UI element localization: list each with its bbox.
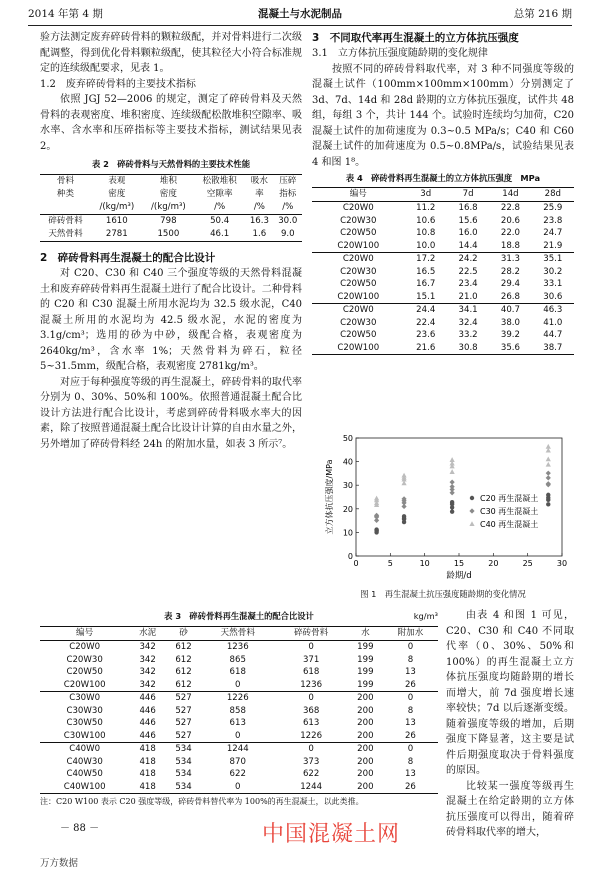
figure-1-scatter-chart <box>312 428 574 586</box>
x-tick-label: 25 <box>522 559 533 568</box>
table-row <box>40 666 438 679</box>
table-row <box>312 278 574 291</box>
table-cell: 527 <box>175 730 192 741</box>
section-2-heading: 2 碎砖骨料再生混凝土的配合比设计 <box>40 251 216 264</box>
data-point <box>450 480 455 485</box>
table-row <box>312 266 574 279</box>
table-cell: C20W50 <box>340 228 377 239</box>
table-cell: 38.7 <box>543 342 563 353</box>
column-header: 天然骨料 <box>220 628 255 638</box>
paragraph: 按照不同的碎砖骨料取代率，对 3 种不同强度等级的混凝土试件（100mm×100mm×100mm）分别测定了 3d、7d、14d 和 28d 龄期的立方体抗压强度，试件共 48 组，每组 3 个，共计 144 个。试验时连续均匀加荷，C20 混凝土试件的加荷速度为 0.3~0.5 MPa/s；C40 和 C60 混凝土试件的加荷速度为 0.5~0.8MPa/s，试验结果见表 4 和图 1⁸。 <box>312 63 574 168</box>
table-cell: 28.2 <box>500 266 520 277</box>
table-row <box>40 641 438 654</box>
table-cell: 16.5 <box>416 266 436 277</box>
x-tick-label: 0 <box>353 559 359 568</box>
table-cell: 35.6 <box>500 342 520 353</box>
table-cell: C20W30 <box>340 215 377 226</box>
table-row <box>312 240 574 253</box>
table-cell: 24.2 <box>447 253 489 266</box>
y-tick-label: 50 <box>342 434 353 443</box>
data-point <box>450 490 455 495</box>
table-cell: 368 <box>302 705 320 716</box>
table-cell: C40W0 <box>40 743 129 756</box>
table-cell: 0 <box>274 692 347 705</box>
table-cell: C30W0 <box>40 692 129 705</box>
table-3-block <box>40 610 438 808</box>
legend-marker <box>469 521 474 526</box>
x-tick-label: 20 <box>488 559 499 568</box>
table-cell: 20.6 <box>500 215 520 226</box>
table-row <box>40 679 438 692</box>
table-row <box>40 730 438 743</box>
table-cell: 21.9 <box>543 240 563 251</box>
table-row <box>40 756 438 769</box>
table-cell: 612 <box>175 679 192 690</box>
table-cell: 1244 <box>300 781 323 792</box>
section-3-heading: 3 不同取代率再生混凝土的立方体抗压强度 <box>312 32 519 44</box>
table-cell: 527 <box>166 692 201 705</box>
table-cell: 32.4 <box>458 317 478 328</box>
table-cell: C20W0 <box>312 202 405 215</box>
table-cell: 527 <box>175 705 192 716</box>
data-point <box>546 475 551 480</box>
table-cell: 16.7 <box>416 279 436 290</box>
table-cell: 373 <box>302 756 320 767</box>
table-cell: C20W30 <box>340 266 377 277</box>
table-cell: 30.8 <box>458 342 478 353</box>
section-1-2-heading: 1.2 废弃碎砖骨料的主要技术指标 <box>40 78 196 90</box>
table-cell: 534 <box>175 769 192 779</box>
column-header: 附加水 <box>397 628 424 638</box>
table-cell: 858 <box>229 705 246 716</box>
table-row: 碎砖骨料 1610 798 50.4 16.3 30.0 <box>40 214 302 228</box>
column-header: 编号 <box>349 189 367 200</box>
left-column <box>40 30 302 452</box>
data-point <box>546 496 550 500</box>
table-cell: C20W50 <box>340 330 377 341</box>
right-column-continued <box>446 608 574 841</box>
table-cell: 0 <box>383 743 438 756</box>
data-point <box>450 502 454 506</box>
legend-marker <box>470 496 474 500</box>
table-cell: 1236 <box>201 641 274 654</box>
table-cell: 33.1 <box>543 279 563 290</box>
table-cell: 26 <box>404 730 416 741</box>
table-cell: 418 <box>129 743 166 756</box>
table-cell: 200 <box>357 756 374 767</box>
table-cell: C30W30 <box>66 705 103 716</box>
table-row <box>312 291 574 304</box>
table-cell: 200 <box>357 705 374 716</box>
table-cell: 26.8 <box>500 291 520 302</box>
y-tick-label: 10 <box>342 528 353 538</box>
table-cell: C20W100 <box>337 240 380 251</box>
table-cell: 342 <box>139 667 156 677</box>
table-cell: C20W100 <box>337 342 380 353</box>
column-header: 28d <box>544 189 561 200</box>
data-point <box>546 456 551 461</box>
column-header: 编号 <box>76 628 94 638</box>
table-cell: C20W30 <box>340 317 377 328</box>
table-cell: C40W30 <box>66 756 103 767</box>
legend-label: C20 再生混凝土 <box>480 494 539 503</box>
table-cell: 0 <box>235 679 241 690</box>
table-cell: C20W30 <box>66 654 103 665</box>
page-number: － 88 － <box>60 823 100 834</box>
table-row <box>40 717 438 730</box>
table-cell: 22.5 <box>458 266 478 277</box>
paragraph: 对 C20、C30 和 C40 三个强度等级的天然骨料混凝土和废弃碎砖骨料再生混凝土进行了配合比设计。二种骨料的 C20 和 C30 混凝土所用水泥均为 32.5 级水泥，C40 混凝土所用的水泥均为 42.5 级水泥，水泥的密度为 3.1g/cm³；选用的砂为中砂，级配合格，表观密度为 2640kg/m³，含水率 1%；天然骨料为碎石，粒径 5~31.5mm，级配合格，表观密度 2781kg/m³。 <box>40 268 302 373</box>
table-cell: 612 <box>166 641 201 654</box>
table-cell: 1226 <box>300 730 323 741</box>
table-cell: 1226 <box>201 692 274 705</box>
data-point <box>546 502 550 506</box>
right-column <box>312 30 574 355</box>
table-cell: 870 <box>229 756 246 767</box>
data-point <box>450 469 455 474</box>
table-row <box>40 654 438 667</box>
header-rule <box>28 25 572 26</box>
table-cell: 200 <box>357 718 374 728</box>
table-cell: 18.8 <box>500 240 520 251</box>
table-cell: 46.3 <box>532 304 574 317</box>
table-cell: 342 <box>139 679 156 690</box>
data-point <box>401 504 406 509</box>
table-cell: 612 <box>175 654 192 665</box>
table-cell: 14.4 <box>458 240 478 251</box>
table-cell: 24.4 <box>405 304 447 317</box>
table-cell: 0 <box>383 692 438 705</box>
table-cell: 534 <box>175 781 192 792</box>
table-cell: 40.7 <box>489 304 531 317</box>
table-cell: C20W100 <box>63 679 106 690</box>
table-cell: 342 <box>139 654 156 665</box>
column-header: 砂 <box>179 628 188 638</box>
table-cell: 41.0 <box>543 317 563 328</box>
table-cell: 38.0 <box>500 317 520 328</box>
table-row <box>312 342 574 355</box>
x-tick-label: 5 <box>387 559 393 568</box>
total-issue-label: 总第 216 期 <box>513 8 572 20</box>
table-cell: 446 <box>129 692 166 705</box>
table-cell: C20W100 <box>337 291 380 302</box>
table-cell: 200 <box>348 692 383 705</box>
table-2: 骨料 表观 堆积 松散堆积 吸水 压碎 种类 密度 密度 空隙率 率 指标 /(kg/m³) /(kg/m³) /% /% /% 碎砖骨料 1610 798 50.4 16.3 30.0 天然骨料 2781 1500 46.1 1.6 9.0 <box>40 174 302 242</box>
table-cell: 23.8 <box>543 215 563 226</box>
column-header: 碎砖骨料 <box>293 628 329 638</box>
data-point <box>374 530 378 534</box>
table-cell: 10.0 <box>416 240 436 251</box>
table-row <box>40 743 438 756</box>
table-cell: 534 <box>175 756 192 767</box>
table-cell: 13 <box>404 769 416 779</box>
table-row: 天然骨料 2781 1500 46.1 1.6 9.0 <box>48 228 295 239</box>
table-cell: C40W100 <box>63 781 106 792</box>
y-tick-label: 20 <box>342 504 353 514</box>
figure-1-caption: 图 1 再生混凝土抗压强度随龄期的变化情况 <box>360 589 526 599</box>
table-cell: 26 <box>404 679 416 690</box>
table-cell: C20W50 <box>66 667 103 677</box>
table-cell: 15.6 <box>458 215 478 226</box>
table-cell: 24.7 <box>543 228 563 239</box>
table-row <box>40 692 438 705</box>
table-4-caption: 表 4 碎砖骨料再生混凝土的立方体抗压强度 MPa <box>345 173 541 184</box>
paragraph: 对应于每种强度等级的再生混凝土，碎砖骨料的取代率分别为 0、30%、50%和 100%。依照普通混凝土配合比设计方法进行配合比设计，考虑到碎砖骨料吸水率大的因素，除了按照普通混凝土配合比设计计算的自由水量之外，另外增加了碎砖骨料经 24h 的附加水量，如表 3 所示⁷。 <box>40 376 302 450</box>
table-cell: 8 <box>407 705 414 716</box>
x-tick-label: 15 <box>453 559 465 568</box>
table-cell: 39.2 <box>500 330 520 341</box>
table-cell: 527 <box>175 718 192 728</box>
table-row <box>312 227 574 240</box>
table-3-caption: 表 3 碎砖骨料再生混凝土的配合比设计 <box>164 611 314 621</box>
table-cell: 622 <box>229 769 246 779</box>
table-cell: 618 <box>302 667 320 677</box>
table-cell: C20W50 <box>340 279 377 290</box>
data-point <box>546 481 551 486</box>
section-3-1-heading: 3.1 立方体抗压强度随龄期的变化规律 <box>312 48 488 60</box>
table-cell: C30W50 <box>66 718 103 728</box>
table-cell: 11.2 <box>405 202 447 215</box>
table-cell: 25.9 <box>532 202 574 215</box>
source-label: 万方数据 <box>40 858 79 869</box>
data-point <box>546 471 551 476</box>
table-cell: 613 <box>302 718 320 728</box>
table-cell: C40W50 <box>66 769 103 779</box>
table-row <box>312 304 574 317</box>
table-cell: 418 <box>139 756 156 767</box>
table-cell: 200 <box>348 743 383 756</box>
table-cell: 17.2 <box>405 253 447 266</box>
table-cell: 0 <box>274 641 347 654</box>
table-cell: 534 <box>166 743 201 756</box>
x-tick-label: 30 <box>556 559 568 568</box>
paragraph: 比较某一强度等级再生混凝土在给定龄期的立方体抗压强度可以得出，随着碎砖骨料取代率的增大， <box>446 780 574 838</box>
table-cell: 16.0 <box>458 228 478 239</box>
table-cell: 30.6 <box>543 291 563 302</box>
y-tick-label: 40 <box>342 457 353 467</box>
table-cell: 0 <box>383 641 438 654</box>
table-cell: 612 <box>175 667 192 677</box>
column-header: 3d <box>420 189 432 200</box>
data-point <box>374 518 379 523</box>
table-cell: 8 <box>407 654 414 665</box>
table-row <box>312 317 574 330</box>
table-cell: 200 <box>357 730 374 741</box>
x-axis-label: 龄期/d <box>446 571 472 581</box>
table-4 <box>312 187 574 355</box>
column-header: 水 <box>361 628 370 638</box>
table-cell: 0 <box>235 781 241 792</box>
table-cell: 33.2 <box>458 330 478 341</box>
table-cell: 22.0 <box>500 228 520 239</box>
table-cell: 342 <box>129 641 166 654</box>
data-point <box>402 516 406 520</box>
table-cell: 10.8 <box>416 228 436 239</box>
table-cell: 0 <box>274 743 347 756</box>
table-cell: 446 <box>139 705 156 716</box>
running-header <box>28 6 572 24</box>
y-tick-label: 30 <box>342 481 353 491</box>
table-cell: 23.4 <box>458 279 478 290</box>
table-cell: 30.2 <box>543 266 563 277</box>
paragraph: 由表 4 和图 1 可见，C20、C30 和 C40 不同取代率（0、30%、50%和 100%）的再生混凝土立方体抗压强度均随龄期的增长而增大，前 7d 强度增长速率较快；7d 以后逐渐变缓。随着强度等级的增加，后期强度下降显著，这主要是试件后期强度取决于骨料强度的原因。 <box>446 610 574 776</box>
table-cell: 13 <box>404 718 416 728</box>
table-cell: 199 <box>357 654 374 665</box>
paragraph: 验方法测定废弃碎砖骨料的颗粒级配，并对骨料进行二次级配调整，得到优化骨料颗粒级配，使其粒径大小符合标准规定的连续级配要求，见表 1。 <box>40 32 302 74</box>
table-3-note: 注：C20 W100 表示 C20 强度等级，碎砖骨料替代率为 100%的再生混凝土，以此类推。 <box>40 797 364 806</box>
table-cell: C30W100 <box>63 730 106 741</box>
data-point <box>450 484 455 489</box>
y-axis-label: 立方体抗压强度/MPa <box>325 459 334 535</box>
data-point <box>450 509 454 513</box>
table-row <box>40 768 438 781</box>
table-cell: 34.1 <box>447 304 489 317</box>
journal-name: 混凝土与水泥制品 <box>258 8 342 20</box>
table-cell: 15.1 <box>416 291 436 302</box>
column-header: 14d <box>502 189 519 200</box>
table-cell: 200 <box>357 769 374 779</box>
table-cell: 199 <box>357 667 374 677</box>
table-row <box>40 781 438 794</box>
table-cell: 418 <box>139 769 156 779</box>
table-cell: 13 <box>404 667 416 677</box>
issue-label: 2014 年第 4 期 <box>28 8 103 20</box>
table-cell: 44.7 <box>543 330 563 341</box>
table-cell: 613 <box>229 718 246 728</box>
table-cell: 16.8 <box>447 202 489 215</box>
table-2-caption: 表 2 碎砖骨料与天然骨料的主要技术性能 <box>91 159 250 169</box>
table-row <box>312 329 574 342</box>
table-cell: 199 <box>357 679 374 690</box>
table-cell: 618 <box>229 667 246 677</box>
table-cell: 35.1 <box>532 253 574 266</box>
table-cell: 371 <box>302 654 320 665</box>
table-cell: 21.6 <box>416 342 436 353</box>
table-cell: 22.8 <box>489 202 531 215</box>
table-cell: 22.4 <box>416 317 436 328</box>
table-row <box>312 215 574 228</box>
table-cell: 418 <box>139 781 156 792</box>
column-header: 7d <box>462 189 474 200</box>
table-cell: 1236 <box>300 679 323 690</box>
paragraph: 依照 JGJ 52—2006 的规定，测定了碎砖骨料及天然骨料的表观密度、堆积密度、连续级配松散堆积空隙率、吸水率、含水率和压碎指标等主要技术指标，测试结果见表 2。 <box>40 94 302 152</box>
legend-label: C40 再生混凝土 <box>480 520 539 529</box>
legend-label: C30 再生混凝土 <box>480 507 539 516</box>
table-row <box>312 253 574 266</box>
table-cell: 10.6 <box>416 215 436 226</box>
y-tick-label: 0 <box>347 552 353 561</box>
table-cell: 199 <box>348 641 383 654</box>
table-3-unit: kg/m³ <box>413 611 438 621</box>
table-cell: 1244 <box>201 743 274 756</box>
table-cell: C20W0 <box>312 304 405 317</box>
table-cell: 21.0 <box>458 291 478 302</box>
x-tick-label: 10 <box>419 559 430 568</box>
column-header: 水泥 <box>139 628 157 638</box>
table-cell: 23.6 <box>416 330 436 341</box>
watermark: 中国混凝土网 <box>262 822 401 847</box>
table-cell: 446 <box>139 730 156 741</box>
table-3 <box>40 626 438 794</box>
table-cell: C20W0 <box>312 253 405 266</box>
table-cell: 29.4 <box>500 279 520 290</box>
table-row <box>312 202 574 215</box>
table-cell: 31.3 <box>489 253 531 266</box>
table-cell: 200 <box>357 781 374 792</box>
data-point <box>546 462 551 467</box>
table-cell: 26 <box>404 781 416 792</box>
table-cell: 865 <box>229 654 246 665</box>
table-cell: 622 <box>302 769 320 779</box>
legend-marker <box>469 508 474 513</box>
table-cell: 8 <box>407 756 414 767</box>
table-cell: 446 <box>139 718 156 728</box>
data-point <box>402 520 406 524</box>
table-cell: 0 <box>235 730 241 741</box>
table-row <box>40 705 438 718</box>
table-cell: C20W0 <box>40 641 129 654</box>
